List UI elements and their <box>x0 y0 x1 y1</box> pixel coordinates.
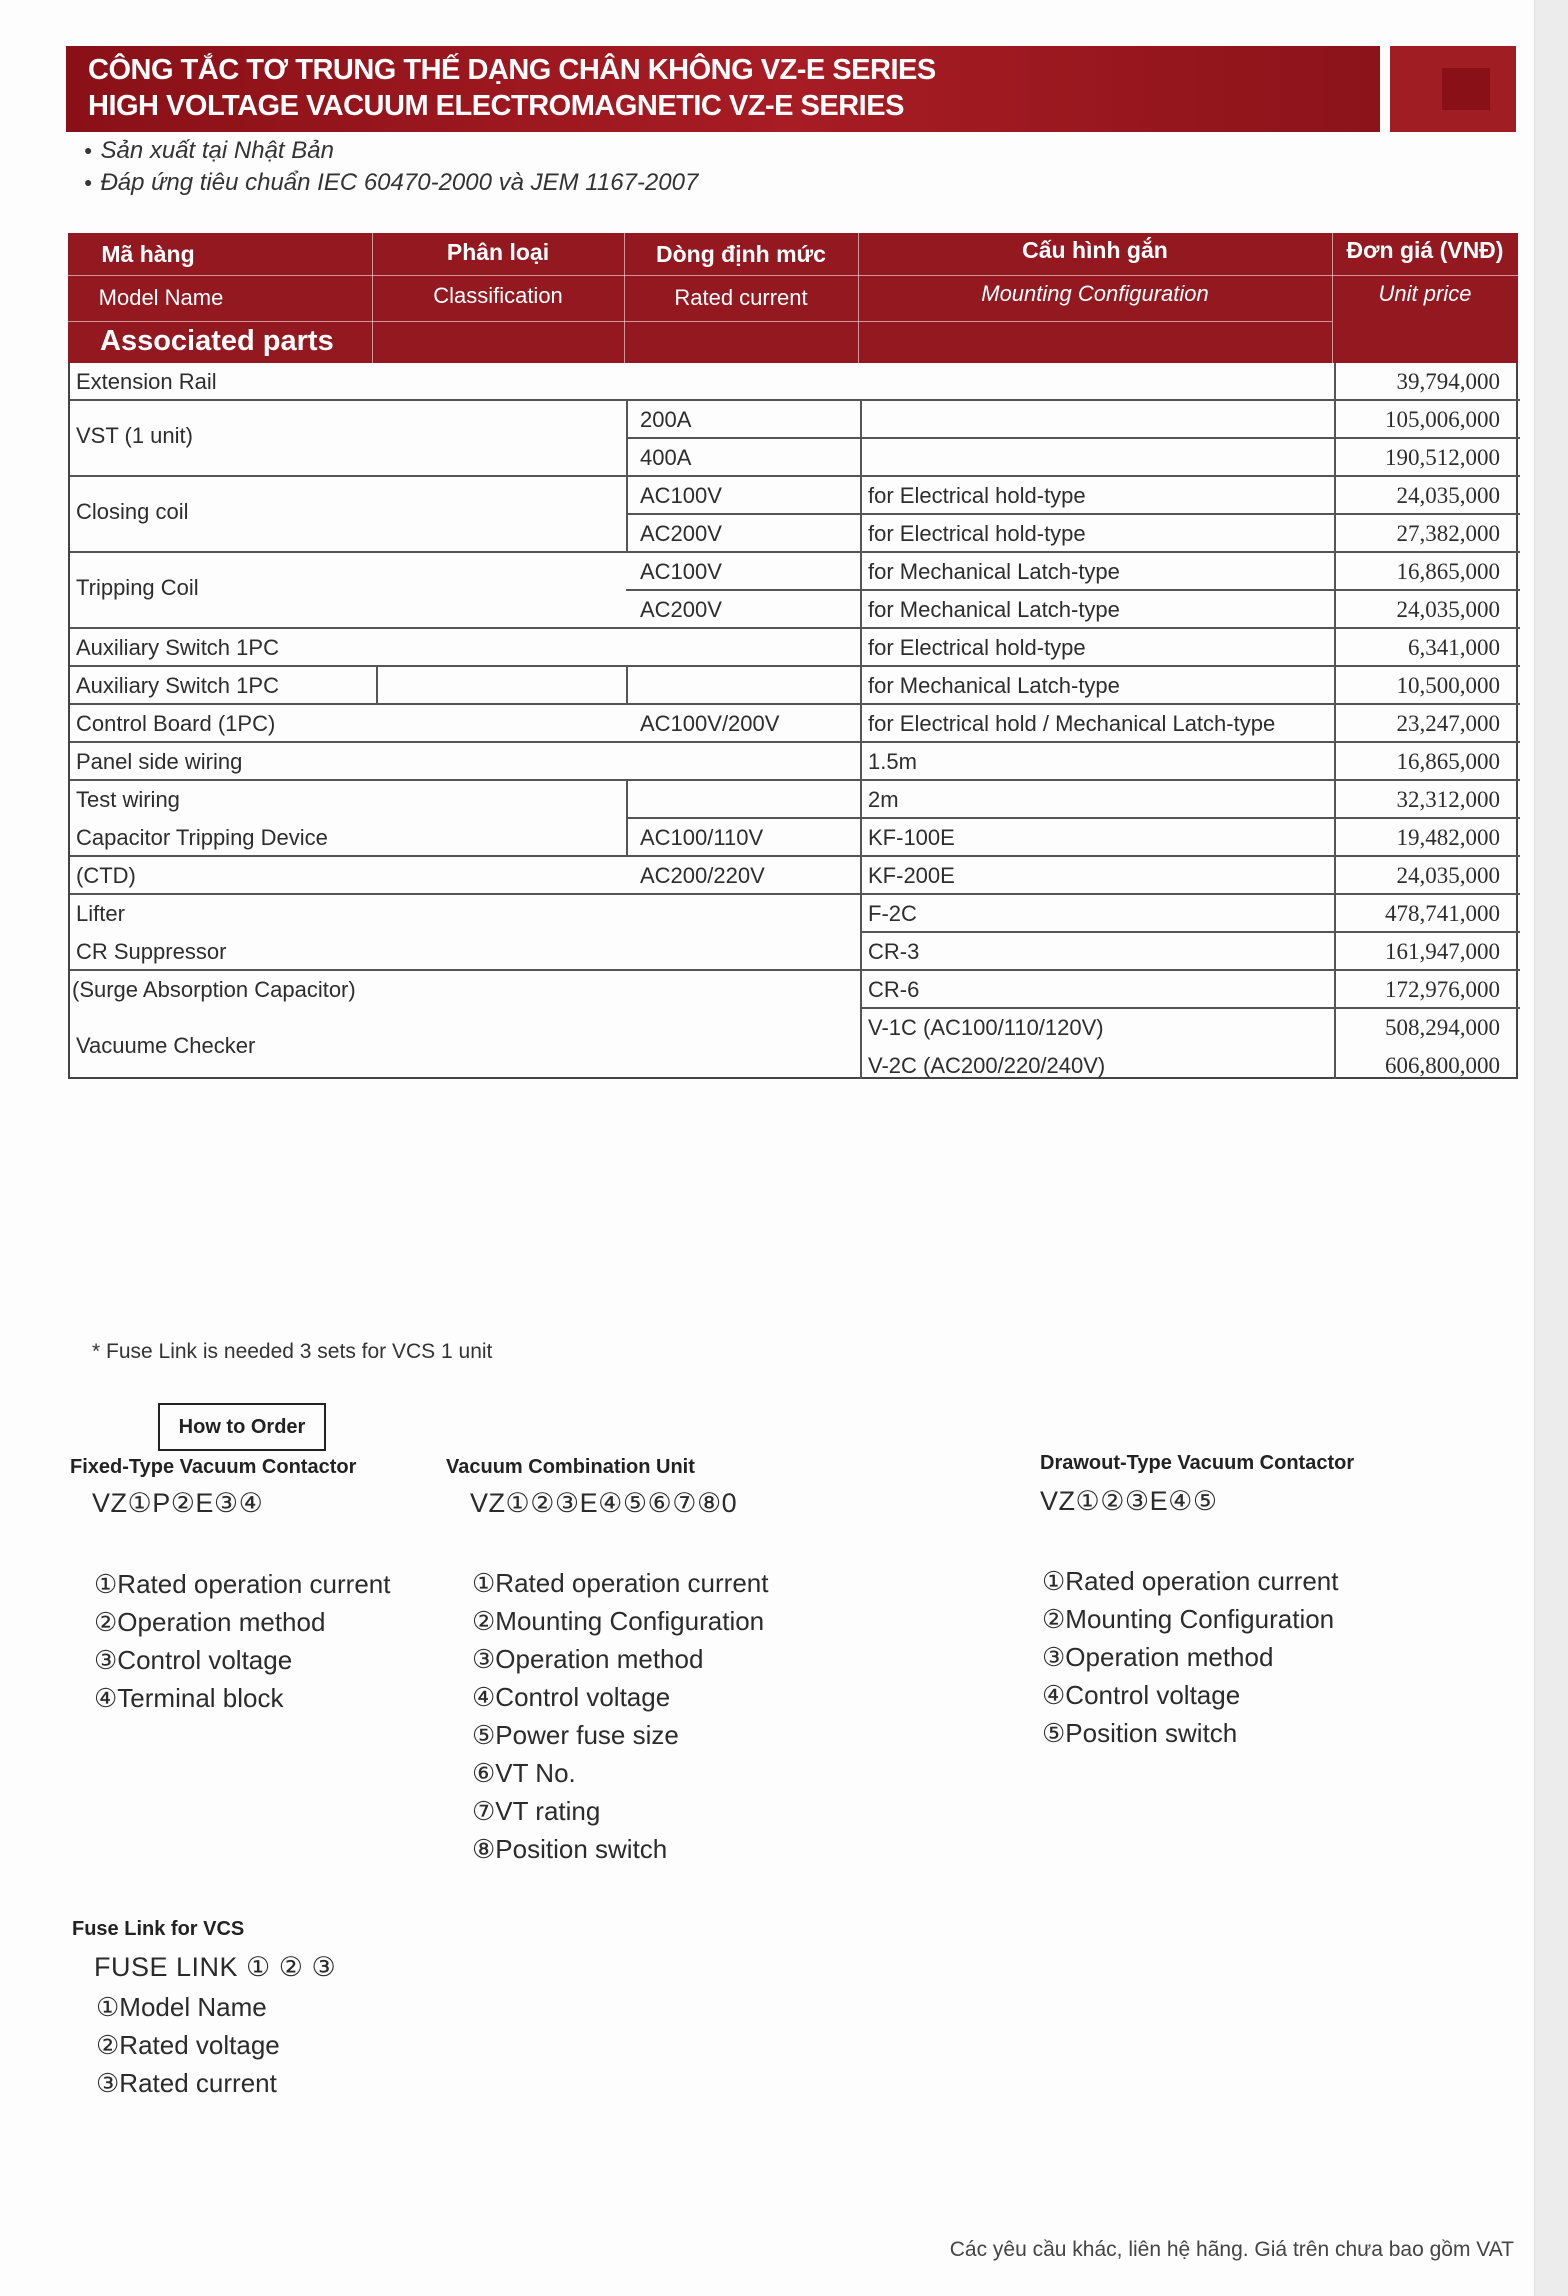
row-ctd-line2: (CTD) <box>76 863 136 888</box>
row-lifter: Lifter <box>76 901 125 926</box>
mount-aux-electrical: for Electrical hold-type <box>868 635 1086 660</box>
price-cr-6: 172,976,000 <box>1385 977 1500 1002</box>
bullet-standard: ● Đáp ứng tiêu chuẩn IEC 60470-2000 và JEM 1167-2007 <box>84 168 698 200</box>
fuse-item: ③Rated current <box>96 2068 277 2098</box>
header-current-vi: Dòng định mức <box>656 241 826 267</box>
row-test-wiring: Test wiring <box>76 787 180 812</box>
drawout-type-title: Drawout-Type Vacuum Contactor <box>1040 1452 1355 1474</box>
header-class-vi: Phân loại <box>446 239 550 265</box>
price-v-2c: 606,800,000 <box>1385 1053 1500 1078</box>
drawout-type-list <box>1042 1562 1338 1752</box>
footer-note: Các yêu cầu khác, liên hệ hãng. Giá trên chưa bao gồm VAT <box>949 2238 1514 2261</box>
mount-v-2c: V-2C (AC200/220/240V) <box>868 1053 1106 1078</box>
title-banner <box>66 46 1380 132</box>
vcu-item: ⑥VT No. <box>472 1758 576 1788</box>
mount-closing-electrical-2: for Electrical hold-type <box>868 521 1086 546</box>
mount-cr-3: CR-3 <box>868 939 920 964</box>
badge-mark <box>1442 68 1490 110</box>
title-english: HIGH VOLTAGE VACUUM ELECTROMAGNETIC VZ-E SERIES <box>88 90 904 122</box>
current-ctd-ac100-110v: AC100/110V <box>640 825 764 850</box>
vcu-code: VZ①②③E④⑤⑥⑦⑧0 <box>470 1488 738 1518</box>
row-panel-side-wiring: Panel side wiring <box>76 749 243 774</box>
header-model-en: Model Name <box>98 285 224 310</box>
drawout-item: ④Control voltage <box>1042 1680 1241 1710</box>
header-price-vi: Đơn giá (VNĐ) <box>1346 237 1504 263</box>
vcu-item: ⑤Power fuse size <box>472 1720 679 1750</box>
fuse-link-code: FUSE LINK ① ② ③ <box>94 1952 337 1982</box>
mount-control-both: for Electrical hold / Mechanical Latch-type <box>868 711 1276 736</box>
price-cr-3: 161,947,000 <box>1385 939 1500 964</box>
mount-v-1c: V-1C (AC100/110/120V) <box>868 1015 1104 1040</box>
mount-f-2c: F-2C <box>868 901 917 926</box>
drawout-type-code: VZ①②③E④⑤ <box>1040 1486 1218 1516</box>
price-kf-200e: 24,035,000 <box>1396 863 1500 888</box>
table-header <box>68 233 1518 363</box>
header-badge <box>1390 46 1516 132</box>
vcu-item: ①Rated operation current <box>472 1568 769 1598</box>
row-ctd-line1: Capacitor Tripping Device <box>76 825 328 850</box>
current-closing-ac100v: AC100V <box>640 483 722 508</box>
mount-tripping-mechanical-2: for Mechanical Latch-type <box>868 597 1120 622</box>
page-edge <box>1534 0 1568 2296</box>
price-tripping-ac100v: 16,865,000 <box>1396 559 1500 584</box>
row-cr-suppressor-line1: CR Suppressor <box>76 939 227 964</box>
current-tripping-ac100v: AC100V <box>640 559 722 584</box>
header-current-en: Rated current <box>674 285 808 310</box>
row-extension-rail: Extension Rail <box>76 369 217 394</box>
row-control-board: Control Board (1PC) <box>76 711 276 736</box>
price-aux-mechanical: 10,500,000 <box>1396 673 1500 698</box>
price-extension-rail: 39,794,000 <box>1396 369 1500 394</box>
title-vietnamese: CÔNG TẮC TƠ TRUNG THẾ DẠNG CHÂN KHÔNG VZ-E SERIES <box>88 54 936 86</box>
fixed-item: ①Rated operation current <box>94 1569 391 1599</box>
row-vacuum-checker: Vacuume Checker <box>76 1033 256 1058</box>
mount-cr-6: CR-6 <box>868 977 920 1002</box>
price-aux-electrical: 6,341,000 <box>1408 635 1500 660</box>
fixed-item: ③Control voltage <box>94 1645 293 1675</box>
row-auxiliary-switch-1: Auxiliary Switch 1PC <box>76 635 279 660</box>
vcu-item: ⑧Position switch <box>472 1834 668 1864</box>
price-test-wiring: 32,312,000 <box>1396 787 1500 812</box>
header-model-vi: Mã hàng <box>101 241 195 267</box>
current-200a: 200A <box>640 407 692 432</box>
price-v-1c: 508,294,000 <box>1385 1015 1500 1040</box>
current-control-ac100-200v: AC100V/200V <box>640 711 780 736</box>
drawout-item: ⑤Position switch <box>1042 1718 1238 1748</box>
drawout-item: ②Mounting Configuration <box>1042 1604 1335 1634</box>
feature-bullets <box>84 136 698 200</box>
fuse-link-title: Fuse Link for VCS <box>72 1918 245 1940</box>
mount-kf-100e: KF-100E <box>868 825 955 850</box>
vcu-title: Vacuum Combination Unit <box>446 1456 695 1478</box>
current-tripping-ac200v: AC200V <box>640 597 722 622</box>
fuse-link-list <box>96 1988 280 2102</box>
price-kf-100e: 19,482,000 <box>1396 825 1500 850</box>
row-closing-coil: Closing coil <box>76 499 189 524</box>
section-associated-parts: Associated parts <box>100 325 334 357</box>
current-ctd-ac200-220v: AC200/220V <box>640 863 765 888</box>
mount-panel-1-5m: 1.5m <box>868 749 917 774</box>
price-control-board: 23,247,000 <box>1396 711 1500 736</box>
header-mount-vi: Cấu hình gắn <box>1022 237 1168 263</box>
fuse-link-note: * Fuse Link is needed 3 sets for VCS 1 unit <box>92 1340 493 1363</box>
fuse-item: ①Model Name <box>96 1992 267 2022</box>
price-tripping-ac200v: 24,035,000 <box>1396 597 1500 622</box>
price-lifter: 478,741,000 <box>1385 901 1500 926</box>
drawout-item: ③Operation method <box>1042 1642 1274 1672</box>
fuse-item: ②Rated voltage <box>96 2030 280 2060</box>
mount-aux-mechanical: for Mechanical Latch-type <box>868 673 1120 698</box>
price-closing-ac200v: 27,382,000 <box>1396 521 1500 546</box>
price-vst-400a: 190,512,000 <box>1385 445 1500 470</box>
mount-kf-200e: KF-200E <box>868 863 955 888</box>
table-body <box>68 363 1518 1079</box>
how-to-order-box: How to Order <box>158 1403 326 1451</box>
bullet-origin: ● Sản xuất tại Nhật Bản <box>84 136 698 168</box>
price-vst-200a: 105,006,000 <box>1385 407 1500 432</box>
header-class-en: Classification <box>433 283 563 308</box>
fixed-type-code: VZ①P②E③④ <box>92 1488 264 1518</box>
row-cr-suppressor-line2: (Surge Absorption Capacitor) <box>72 977 356 1002</box>
current-400a: 400A <box>640 445 692 470</box>
vcu-item: ⑦VT rating <box>472 1796 601 1826</box>
row-tripping-coil: Tripping Coil <box>76 575 199 600</box>
vcu-list <box>472 1564 768 1868</box>
vcu-item: ③Operation method <box>472 1644 704 1674</box>
drawout-item: ①Rated operation current <box>1042 1566 1339 1596</box>
fixed-type-title: Fixed-Type Vacuum Contactor <box>70 1456 357 1478</box>
row-vst: VST (1 unit) <box>76 423 193 448</box>
fixed-item: ②Operation method <box>94 1607 326 1637</box>
mount-tripping-mechanical-1: for Mechanical Latch-type <box>868 559 1120 584</box>
price-table <box>68 233 1518 1079</box>
price-panel-wiring: 16,865,000 <box>1396 749 1500 774</box>
fixed-type-list <box>94 1565 390 1717</box>
fixed-item: ④Terminal block <box>94 1683 284 1713</box>
vcu-item: ②Mounting Configuration <box>472 1606 765 1636</box>
header-price-en: Unit price <box>1378 281 1472 306</box>
price-closing-ac100v: 24,035,000 <box>1396 483 1500 508</box>
current-closing-ac200v: AC200V <box>640 521 722 546</box>
row-auxiliary-switch-2: Auxiliary Switch 1PC <box>76 673 279 698</box>
mount-test-2m: 2m <box>868 787 899 812</box>
header-mount-en: Mounting Configuration <box>981 281 1209 306</box>
vcu-item: ④Control voltage <box>472 1682 671 1712</box>
mount-closing-electrical-1: for Electrical hold-type <box>868 483 1086 508</box>
